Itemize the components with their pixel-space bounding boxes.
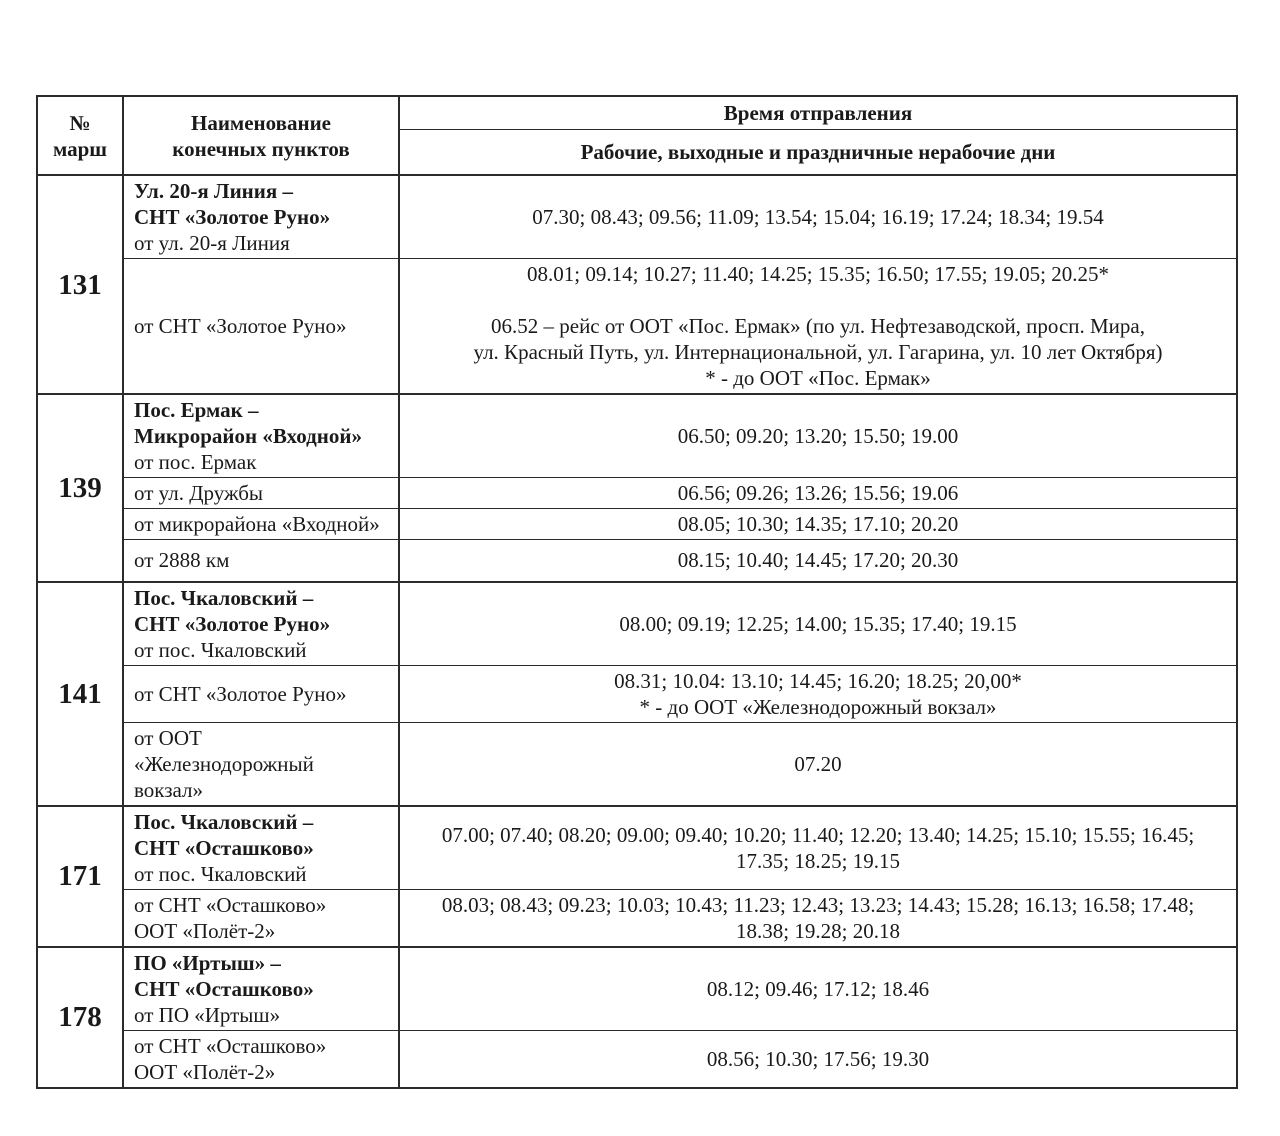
route-141-endpoint-1 — [123, 582, 399, 666]
header-route-number-line2: марш — [52, 136, 108, 161]
route-number-131: 131 — [37, 175, 123, 394]
route-131-times-2-lines: 08.01; 09.14; 10.27; 11.40; 14.25; 15.35; 16.50; 17.55; 19.05; 20.25* 06.52 – рейс от ООТ «Пос. Ермак» (по ул. Нефтезаводской, просп. Мира, ул. Красный Путь, ул. Интернациональной, ул. Гагарина, ул. 10 лет Октября) * - до ООТ «Пос. Ермак» — [473, 262, 1163, 390]
route-139-times-3 — [399, 509, 1237, 540]
route-139-times-1 — [399, 394, 1237, 478]
route-139-endpoint-1-from: от пос. Ермак — [134, 450, 257, 474]
route-171-row-2 — [37, 889, 1237, 947]
header-route-number — [37, 96, 123, 175]
route-131-endpoint-title: Ул. 20-я Линия – СНТ «Золотое Руно» — [134, 179, 331, 229]
route-139-times-3-lines: 08.05; 10.30; 14.35; 17.10; 20.20 — [677, 512, 959, 536]
route-171-times-2-lines: 08.03; 08.43; 09.23; 10.03; 10.43; 11.23; 12.43; 13.23; 14.43; 15.28; 16.13; 16.58; 17.48; 18.38; 19.28; 20.18 — [441, 892, 1195, 943]
route-141-endpoint-3 — [123, 722, 399, 806]
route-171-times-1-lines: 07.00; 07.40; 08.20; 09.00; 09.40; 10.20; 11.40; 12.20; 13.40; 14.25; 15.10; 15.55; 16.45; 17.35; 18.25; 19.15 — [441, 822, 1195, 873]
route-141-times-2 — [399, 665, 1237, 722]
route-178-endpoint-2-from: от СНТ «Осташково» ООТ «Полёт-2» — [134, 1033, 327, 1084]
route-139-times-4 — [399, 540, 1237, 582]
route-141-row-1 — [37, 582, 1237, 666]
route-139-endpoint-title: Пос. Ермак – Микрорайон «Входной» — [134, 398, 362, 448]
header-row-1 — [37, 96, 1237, 129]
route-139-times-4-lines: 08.15; 10.40; 14.45; 17.20; 20.30 — [677, 548, 959, 573]
route-178-times-2 — [399, 1030, 1237, 1088]
header-endpoints — [123, 96, 399, 175]
route-178-times-2-lines: 08.56; 10.30; 17.56; 19.30 — [706, 1046, 930, 1071]
route-131-row-1 — [37, 175, 1237, 259]
route-139-endpoint-4 — [123, 540, 399, 582]
route-131-endpoint-2-from: от СНТ «Золотое Руно» — [134, 314, 347, 338]
route-131-endpoint-1-from: от ул. 20-я Линия — [134, 231, 290, 255]
route-178-row-2 — [37, 1030, 1237, 1088]
route-141-endpoint-1-from: от пос. Чкаловский — [134, 637, 307, 662]
route-131-endpoint-1 — [123, 175, 399, 259]
route-171-times-1 — [399, 806, 1237, 890]
route-171-endpoint-title: Пос. Чкаловский – СНТ «Осташково» — [134, 809, 314, 860]
route-171-endpoint-1 — [123, 806, 399, 890]
route-141-times-2-lines: 08.31; 10.04: 13.10; 14.45; 16.20; 18.25; 20,00* * - до ООТ «Железнодорожный вокзал» — [614, 668, 1022, 719]
route-number-171: 171 — [37, 806, 123, 947]
route-139-endpoint-1 — [123, 394, 399, 478]
route-139-row-4 — [37, 540, 1237, 582]
route-141-times-1-lines: 08.00; 09.19; 12.25; 14.00; 15.35; 17.40; 19.15 — [619, 611, 1017, 636]
header-day-types: Рабочие, выходные и праздничные нерабочие дни — [399, 129, 1237, 175]
route-171-endpoint-2-from: от СНТ «Осташково» ООТ «Полёт-2» — [134, 892, 327, 943]
route-141-endpoint-2 — [123, 665, 399, 722]
bus-departure-schedule-table — [36, 95, 1238, 1089]
route-141-endpoint-2-from: от СНТ «Золотое Руно» — [134, 681, 347, 706]
route-178-endpoint-1-from: от ПО «Иртыш» — [134, 1002, 281, 1027]
route-178-endpoint-title: ПО «Иртыш» – СНТ «Осташково» — [134, 950, 314, 1001]
route-141-times-3 — [399, 722, 1237, 806]
route-139-endpoint-2 — [123, 478, 399, 509]
route-139-endpoint-3 — [123, 509, 399, 540]
route-139-row-2 — [37, 478, 1237, 509]
header-departure-time: Время отправления — [399, 96, 1237, 129]
route-131-times-2 — [399, 259, 1237, 395]
route-178-row-1 — [37, 947, 1237, 1031]
route-141-times-3-lines: 07.20 — [794, 751, 842, 776]
route-number-178: 178 — [37, 947, 123, 1088]
route-139-row-1 — [37, 394, 1237, 478]
route-131-endpoint-2 — [123, 259, 399, 395]
route-171-times-2 — [399, 889, 1237, 947]
route-131-times-1-lines: 07.30; 08.43; 09.56; 11.09; 13.54; 15.04; 16.19; 17.24; 18.34; 19.54 — [532, 205, 1104, 229]
route-171-row-1 — [37, 806, 1237, 890]
route-178-endpoint-1 — [123, 947, 399, 1031]
route-139-endpoint-4-from: от 2888 км — [134, 548, 230, 573]
route-141-row-3 — [37, 722, 1237, 806]
route-141-times-1 — [399, 582, 1237, 666]
route-171-endpoint-2 — [123, 889, 399, 947]
route-139-times-2 — [399, 478, 1237, 509]
route-131-times-1 — [399, 175, 1237, 259]
header-endpoints-line2: конечных пунктов — [172, 136, 350, 161]
route-number-141: 141 — [37, 582, 123, 806]
route-139-times-1-lines: 06.50; 09.20; 13.20; 15.50; 19.00 — [677, 424, 959, 448]
route-139-endpoint-2-from: от ул. Дружбы — [134, 481, 264, 505]
route-171-endpoint-1-from: от пос. Чкаловский — [134, 861, 307, 886]
route-139-endpoint-3-from: от микрорайона «Входной» — [134, 512, 380, 536]
route-131-row-2 — [37, 259, 1237, 395]
route-178-times-1 — [399, 947, 1237, 1031]
route-141-endpoint-title: Пос. Чкаловский – СНТ «Золотое Руно» — [134, 585, 331, 636]
route-number-139: 139 — [37, 394, 123, 582]
route-139-row-3 — [37, 509, 1237, 540]
route-139-times-2-lines: 06.56; 09.26; 13.26; 15.56; 19.06 — [677, 481, 959, 505]
route-141-row-2 — [37, 665, 1237, 722]
route-178-endpoint-2 — [123, 1030, 399, 1088]
route-178-times-1-lines: 08.12; 09.46; 17.12; 18.46 — [706, 976, 930, 1001]
header-route-number-line1: № — [69, 110, 91, 135]
route-141-endpoint-3-from: от ООТ «Железнодорожный вокзал» — [134, 725, 314, 802]
header-endpoints-line1: Наименование — [191, 110, 331, 135]
